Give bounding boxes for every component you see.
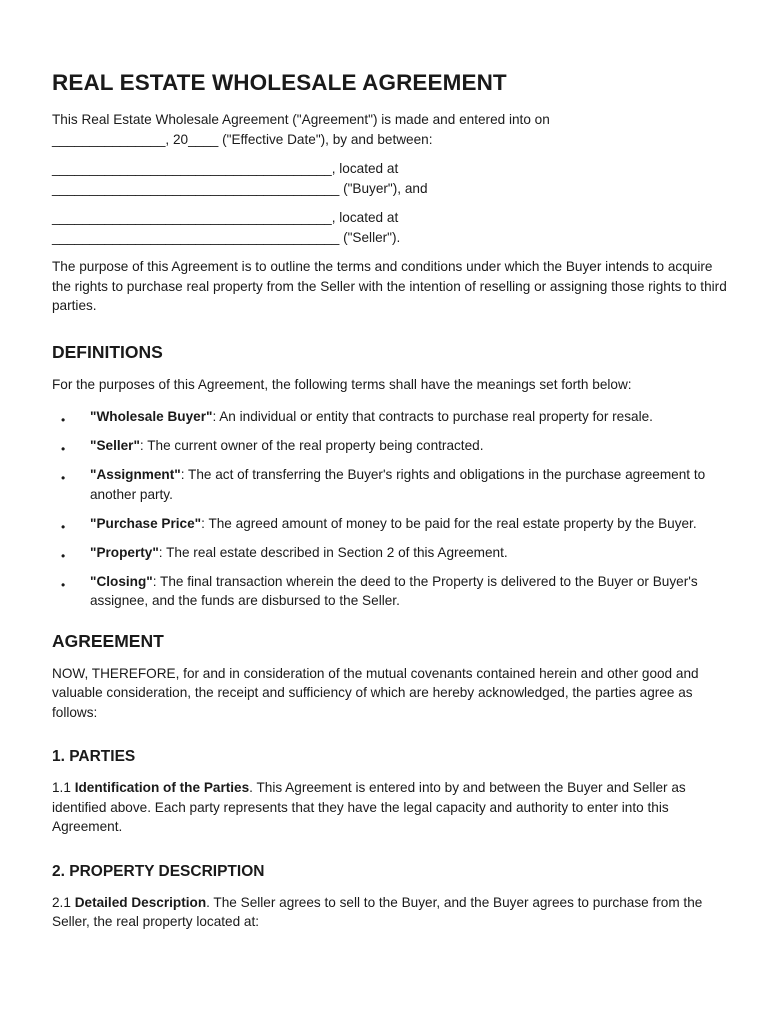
definition-text: : The current owner of the real property being contracted. xyxy=(139,438,484,453)
bullet-icon: • xyxy=(61,577,66,592)
bullet-icon: • xyxy=(61,413,66,427)
definitions-heading: DEFINITIONS xyxy=(52,341,163,362)
list-item xyxy=(52,407,730,427)
bullet-icon: • xyxy=(61,548,66,563)
purpose-paragraph: The purpose of this Agreement is to outline the terms and conditions under which the Buyer intends to acquire the rights to purchase real property from the Seller with the intention of reselling or assigning those rights to third parties. xyxy=(52,259,727,313)
definition-text: : The real estate described in Section 2 of this Agreement. xyxy=(158,544,508,560)
definition-text: : The agreed amount of money to be paid for the real estate property by the Buyer. xyxy=(201,515,697,531)
definition-term: "Seller" xyxy=(90,438,140,453)
buyer-line-1: _____________________________________, located at xyxy=(52,161,399,176)
agreement-paragraph: NOW, THEREFORE, for and in consideration of the mutual covenants contained herein and other good and valuable consideration, the receipt and sufficiency of which are hereby acknowledged, the parties agree as follows: xyxy=(52,665,699,720)
list-item xyxy=(52,514,730,534)
clause-text: . This Agreement is entered into by and between the Buyer and Seller as identified above. Each party represents that they have the legal capacity and authority to enter into this Agreement. xyxy=(52,780,686,834)
clause-term: Detailed Description xyxy=(74,894,207,910)
bullet-icon: • xyxy=(61,442,66,456)
definitions-intro: For the purposes of this Agreement, the following terms shall have the meanings set forth below: xyxy=(52,376,632,392)
clause-number: 2.1 xyxy=(52,894,75,910)
agreement-heading: AGREEMENT xyxy=(52,630,164,651)
definition-text: : The final transaction wherein the deed to the Property is delivered to the Buyer or Buyer's assignee, and the funds are disbursed to the Seller. xyxy=(90,573,698,608)
definition-term: "Purchase Price" xyxy=(90,515,202,531)
definition-term: "Assignment" xyxy=(90,467,181,482)
definition-term: "Closing" xyxy=(90,573,153,589)
definition-term: "Wholesale Buyer" xyxy=(90,409,213,424)
definitions-list xyxy=(52,407,730,611)
definition-term: "Property" xyxy=(90,544,159,560)
bullet-icon: • xyxy=(61,471,66,485)
clause-term: Identification of the Parties xyxy=(74,780,250,795)
intro-line-1: This Real Estate Wholesale Agreement ("Agreement") is made and entered into on xyxy=(52,112,550,127)
intro-line-2: _______________, 20____ ("Effective Date"), by and between: xyxy=(52,131,433,147)
buyer-block xyxy=(52,159,730,198)
bullet-icon: • xyxy=(61,519,66,534)
definition-text: : An individual or entity that contracts to purchase real property for resale. xyxy=(212,409,653,424)
document-title: REAL ESTATE WHOLESALE AGREEMENT xyxy=(52,70,507,95)
buyer-line-2: ______________________________________ ("Buyer"), and xyxy=(52,180,428,196)
list-item xyxy=(52,465,730,504)
property-heading: 2. PROPERTY DESCRIPTION xyxy=(52,862,265,880)
clause-text: . The Seller agrees to sell to the Buyer, and the Buyer agrees to purchase from the Seller, the real property located at: xyxy=(52,894,703,929)
seller-block xyxy=(52,208,730,247)
list-item xyxy=(52,543,730,563)
parties-heading: 1. PARTIES xyxy=(52,748,136,765)
parties-paragraph xyxy=(52,778,730,837)
list-item xyxy=(52,436,730,456)
seller-line-2: ______________________________________ ("Seller"). xyxy=(52,229,401,245)
intro-paragraph xyxy=(52,110,730,149)
seller-line-1: _____________________________________, located at xyxy=(52,210,399,225)
clause-number: 1.1 xyxy=(52,780,75,795)
definition-text: : The act of transferring the Buyer's rights and obligations in the purchase agreement to another party. xyxy=(90,467,706,502)
list-item xyxy=(52,572,730,611)
property-paragraph xyxy=(52,893,730,932)
